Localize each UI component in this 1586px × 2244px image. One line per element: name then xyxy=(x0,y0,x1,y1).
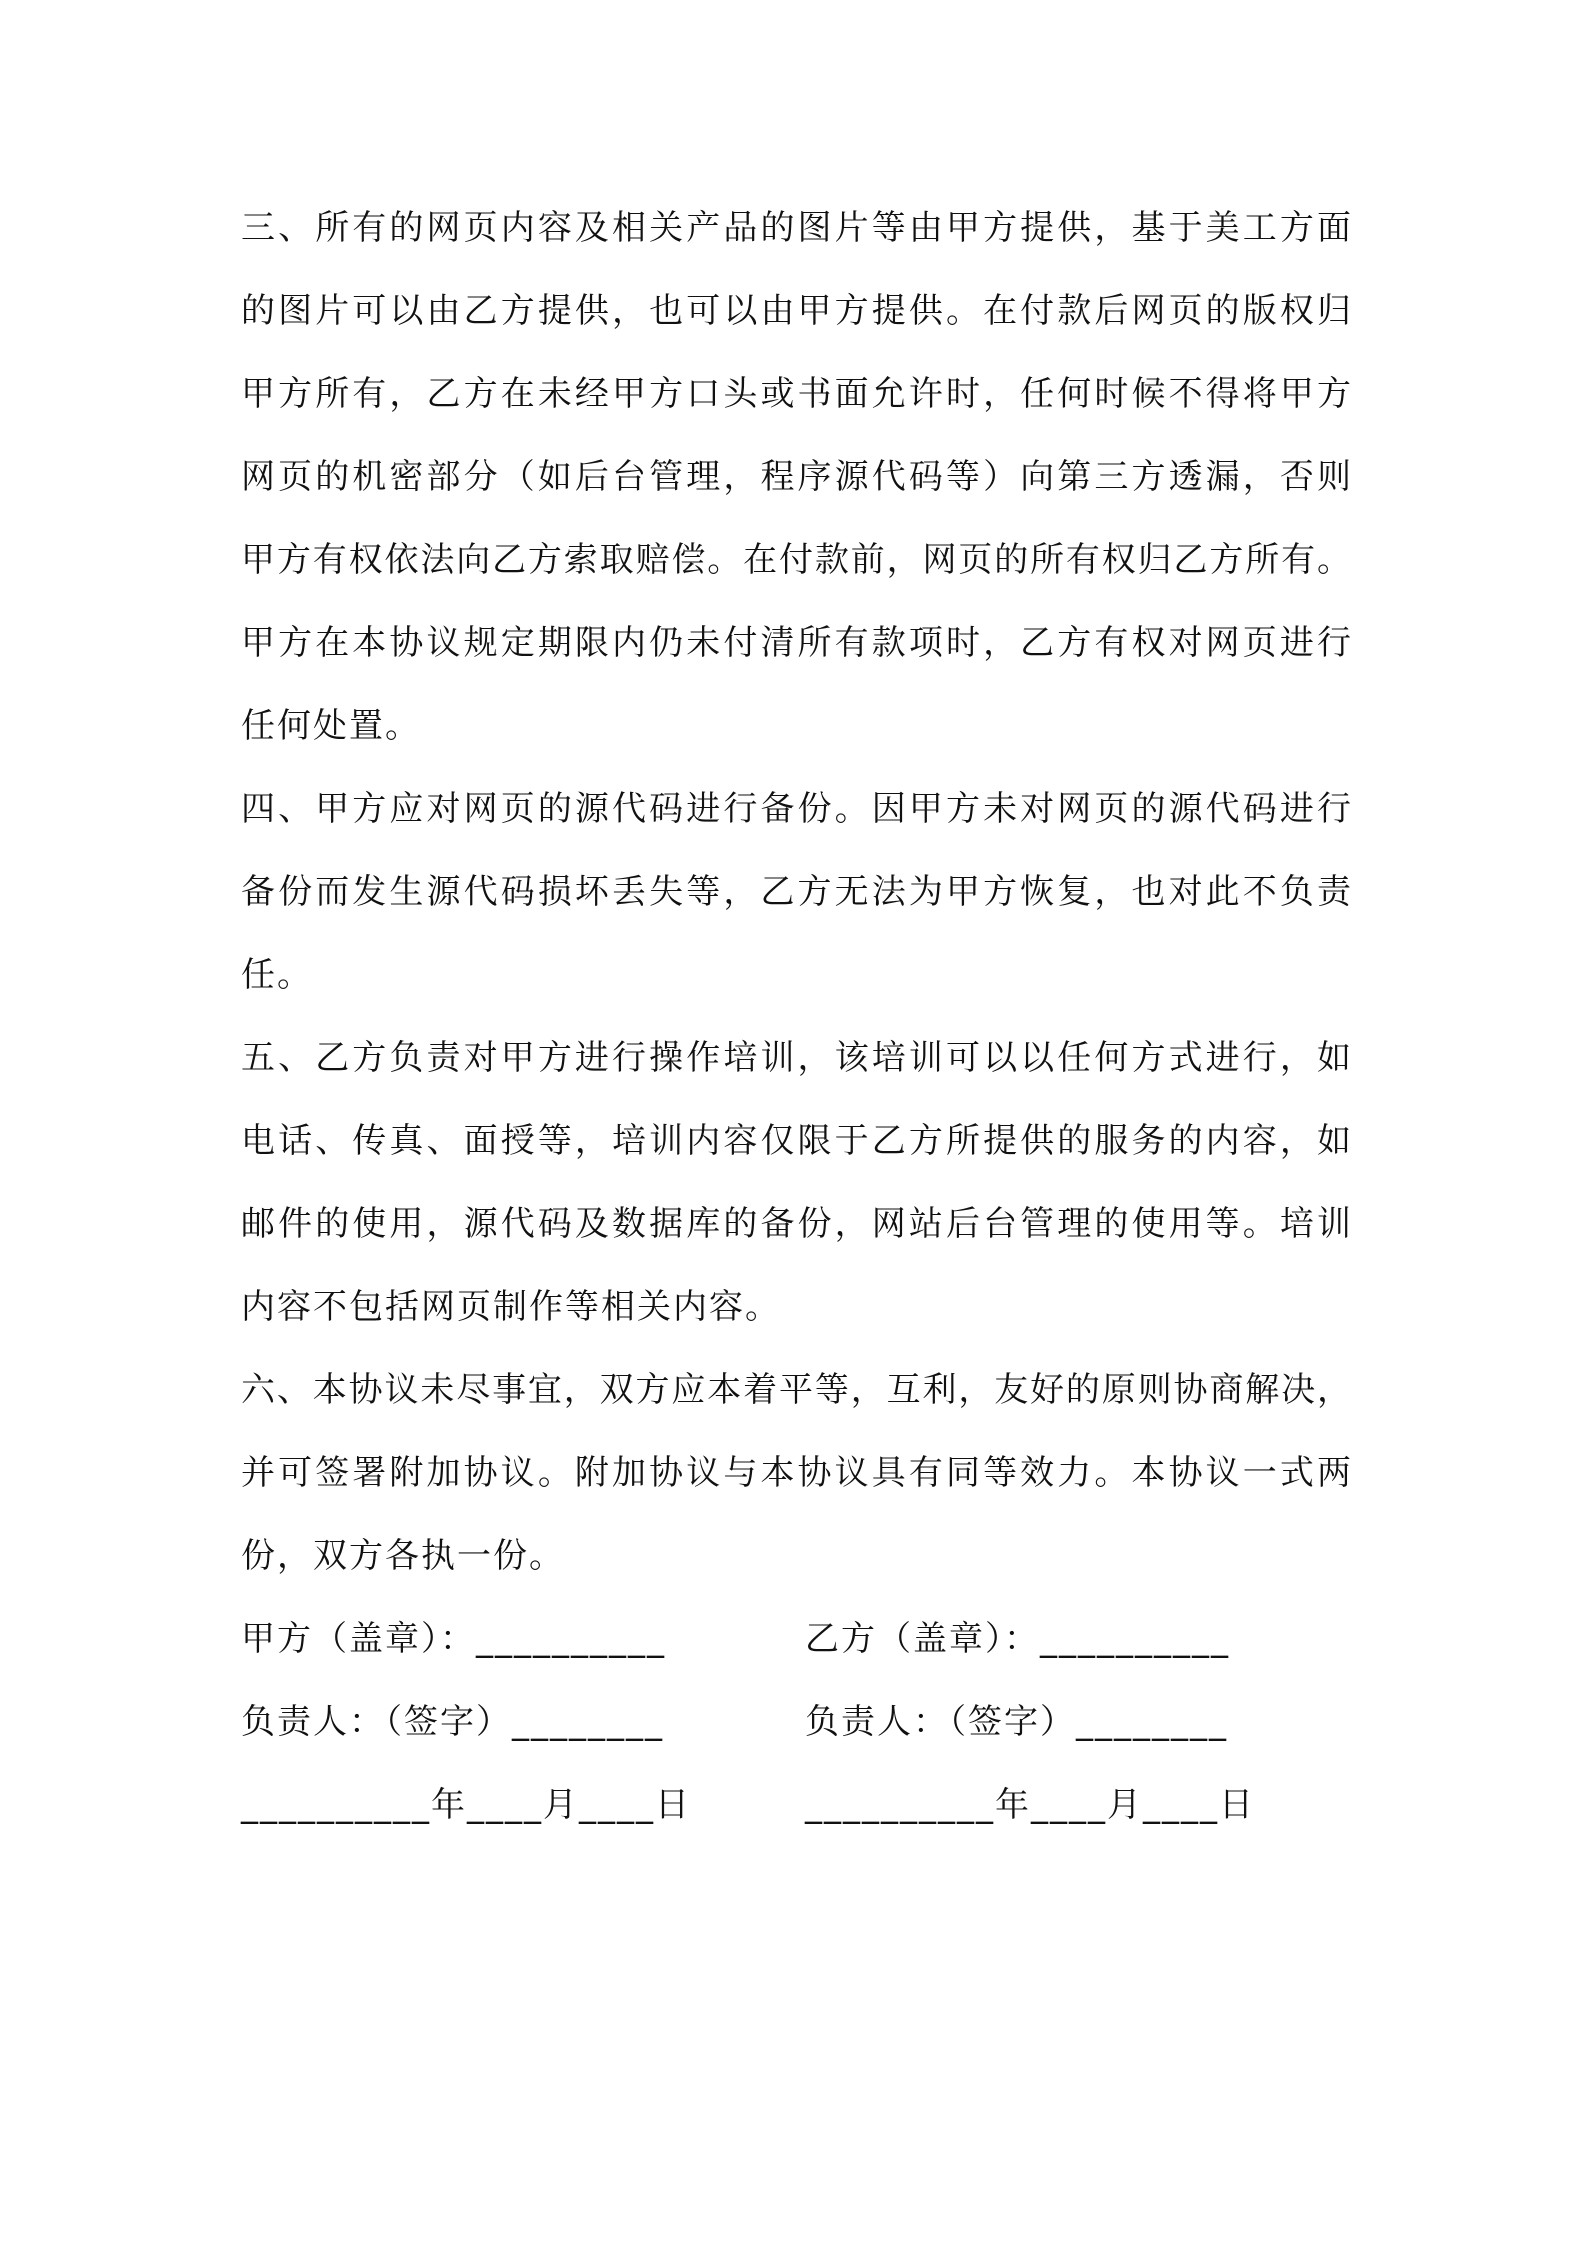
clause-5-line-1: 五、乙方负责对甲方进行操作培训，该培训可以以任何方式进行，如 xyxy=(241,1038,1351,1078)
clause-3-line-3: 甲方所有，乙方在未经甲方口头或书面允许时，任何时候不得将甲方 xyxy=(241,374,1351,414)
party-a-date: __________年____月____日 xyxy=(241,1785,691,1825)
clause-4-line-3: 任。 xyxy=(241,955,313,995)
clause-4-line-1: 四、甲方应对网页的源代码进行备份。因甲方未对网页的源代码进行 xyxy=(241,789,1351,829)
clause-3-line-2: 的图片可以由乙方提供，也可以由甲方提供。在付款后网页的版权归 xyxy=(241,291,1351,331)
clause-4-line-2: 备份而发生源代码损坏丢失等，乙方无法为甲方恢复，也对此不负责 xyxy=(241,872,1351,912)
clause-5-line-3: 邮件的使用，源代码及数据库的备份，网站后台管理的使用等。培训 xyxy=(241,1204,1351,1244)
party-a-seal: 甲方（盖章）：__________ xyxy=(241,1619,666,1659)
clause-5-line-4: 内容不包括网页制作等相关内容。 xyxy=(241,1287,781,1327)
clause-3-line-1: 三、所有的网页内容及相关产品的图片等由甲方提供，基于美工方面 xyxy=(241,208,1351,248)
clause-3-line-5: 甲方有权依法向乙方索取赔偿。在付款前，网页的所有权归乙方所有。 xyxy=(241,540,1351,580)
party-b-date: __________年____月____日 xyxy=(805,1785,1255,1825)
party-a-person: 负责人：（签字）________ xyxy=(241,1702,664,1742)
clause-3-line-6: 甲方在本协议规定期限内仍未付清所有款项时，乙方有权对网页进行 xyxy=(241,623,1351,663)
clause-6-line-2: 并可签署附加协议。附加协议与本协议具有同等效力。本协议一式两 xyxy=(241,1453,1351,1493)
party-b-seal: 乙方（盖章）：__________ xyxy=(805,1619,1230,1659)
clause-5-line-2: 电话、传真、面授等，培训内容仅限于乙方所提供的服务的内容，如 xyxy=(241,1121,1351,1161)
clause-6-line-1: 六、本协议未尽事宜，双方应本着平等，互利，友好的原则协商解决， xyxy=(241,1370,1351,1410)
clause-6-line-3: 份，双方各执一份。 xyxy=(241,1536,565,1576)
party-b-person: 负责人：（签字）________ xyxy=(805,1702,1228,1742)
clause-3-line-4: 网页的机密部分（如后台管理，程序源代码等）向第三方透漏，否则 xyxy=(241,457,1351,497)
clause-3-line-7: 任何处置。 xyxy=(241,706,421,746)
